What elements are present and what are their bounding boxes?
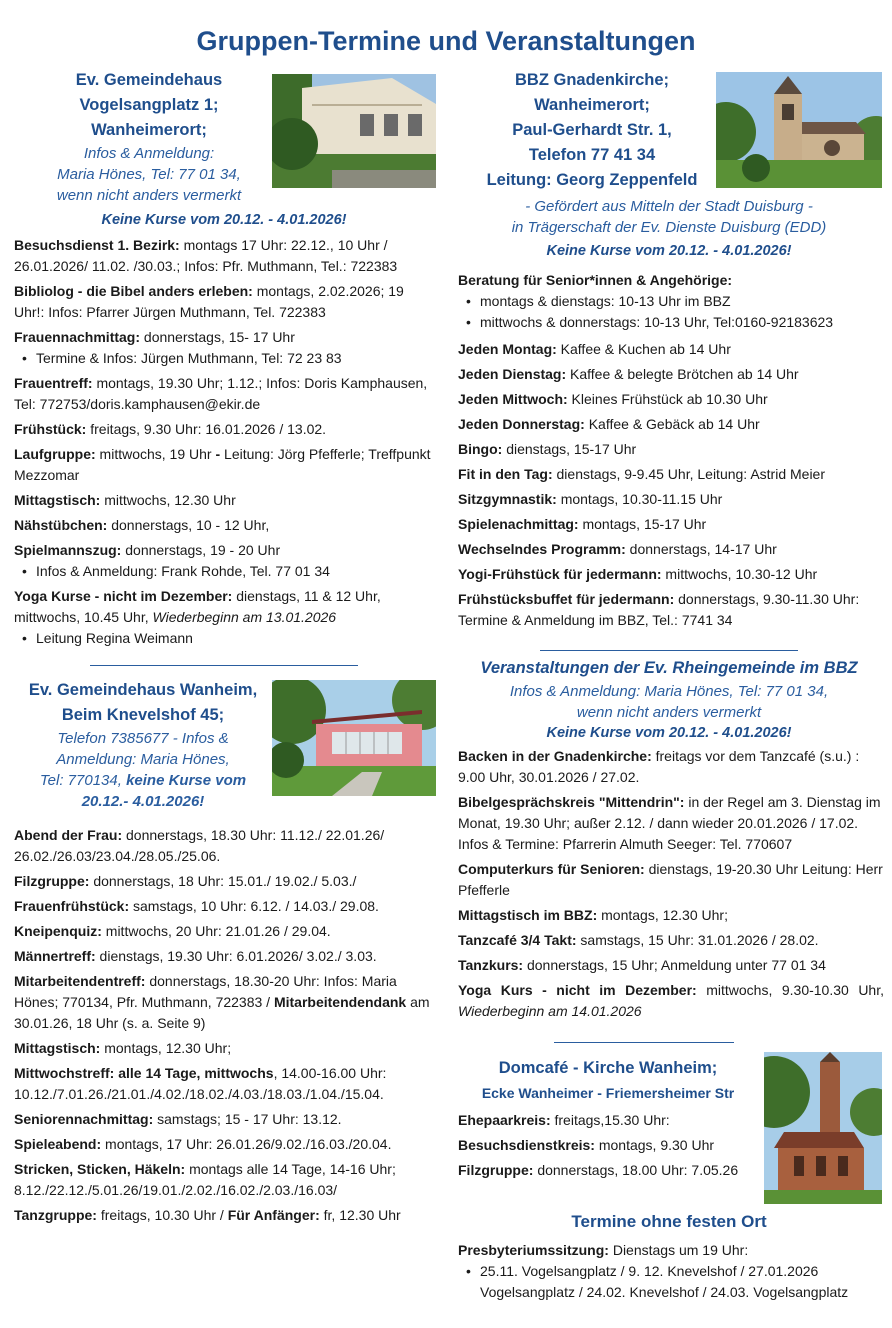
list-item: Yoga Kurse - nicht im Dezember: dienstags, 11 & 12 Uhr, mittwochs, 10.45 Uhr, Wiederbeginn am 13.01.2026 — [14, 588, 381, 625]
divider — [90, 665, 358, 666]
section-subheader-bbz: - Gefördert aus Mitteln der Stadt Duisburg - in Trägerschaft der Ev. Dienste Duisburg (EDD) — [511, 198, 827, 236]
list-item: Männertreff: dienstags, 19.30 Uhr: 6.01.2026/ 3.02./ 3.03. — [14, 948, 377, 964]
list-item: Ehepaarkreis: freitags,15.30 Uhr: — [458, 1112, 670, 1128]
photo-gemeindehaus-vogelsangplatz — [272, 74, 436, 188]
list-item: Spielmannszug: donnerstags, 19 - 20 Uhr — [14, 542, 281, 558]
section-header-rheingemeinde: Veranstaltungen der Ev. Rheingemeinde im BBZ Infos & Anmeldung: Maria Hönes, Tel: 77 01 34, wenn nicht anders vermerkt — [480, 659, 858, 721]
list-rheingemeinde — [458, 746, 884, 1026]
photo-gnadenkirche — [716, 72, 882, 188]
list-item: Mittagstisch: montags, 12.30 Uhr; — [14, 1040, 232, 1056]
list-domcafe — [458, 1110, 758, 1185]
list-item: Mitarbeitendentreff: donnerstags, 18.30-20 Uhr: Infos: Maria Hönes; 770134, Pfr. Muthmann, 722383 / Mitarbeitendendank am 30.01.26, 18 Uhr (s. a. Seite 9) — [14, 973, 430, 1031]
section-header-knevelshof: Ev. Gemeindehaus Wanheim, Beim Knevelshof 45; Telefon 7385677 - Infos & Anmeldung: Maria Hönes, Tel: 770134, keine Kurse vom 20.12.- 4.01.2026! — [28, 681, 258, 810]
list-item: Stricken, Sticken, Häkeln: montags alle 14 Tage, 14-16 Uhr; 8.12./22.12./5.01.26/19.01./2.02./16.02./2.03./16.03/ — [14, 1161, 396, 1198]
list-item: Frühstücksbuffet für jedermann: donnerstags, 9.30-11.30 Uhr: Termine & Anmeldung im BBZ, Tel.: 7741 34 — [458, 591, 860, 628]
notice-no-courses: Keine Kurse vom 20.12. - 4.01.2026! — [546, 243, 792, 259]
list-item: Bingo: dienstags, 15-17 Uhr — [458, 441, 637, 457]
list-item: Spieleabend: montags, 17 Uhr: 26.01.26/9.02./16.03./20.04. — [14, 1136, 392, 1152]
list-item: Kneipenquiz: mittwochs, 20 Uhr: 21.01.26 / 29.04. — [14, 923, 331, 939]
section-header-domcafe: Domcafé - Kirche Wanheim; Ecke Wanheimer - Friemersheimer Str — [481, 1059, 735, 1101]
bullet-item: • Termine & Infos: Jürgen Muthmann, Tel: 72 23 83 — [14, 348, 438, 369]
list-item: Fit in den Tag: dienstags, 9-9.45 Uhr, Leitung: Astrid Meier — [458, 466, 825, 482]
list-vogelsangplatz — [14, 235, 438, 649]
bullet-item: • montags & dienstags: 10-13 Uhr im BBZ — [458, 291, 882, 312]
list-item: Presbyteriumssitzung: Dienstags um 19 Uhr: — [458, 1242, 749, 1258]
section-header-termine-ohne-ort: Termine ohne festen Ort — [571, 1212, 767, 1231]
list-item: Seniorennachmittag: samstags; 15 - 17 Uhr: 13.12. — [14, 1111, 342, 1127]
bullet-item: • Leitung Regina Weimann — [14, 628, 438, 649]
list-item: Tanzkurs: donnerstags, 15 Uhr; Anmeldung unter 77 01 34 — [458, 957, 826, 973]
list-item: Bibelgesprächskreis "Mittendrin": in der Regel am 3. Dienstag im Monat, 19.30 Uhr; außer 2.12. / dann wieder 20.01.2026 / 17.02. Infos & Termine: Pfarrerin Almuth Seeger: Tel. 770607 — [458, 794, 881, 852]
list-termine-ohne-ort — [458, 1240, 884, 1303]
list-item: Mittagstisch: mittwochs, 12.30 Uhr — [14, 492, 236, 508]
list-item: Tanzcafé 3/4 Takt: samstags, 15 Uhr: 31.01.2026 / 28.02. — [458, 932, 819, 948]
list-item: Besuchsdienst 1. Bezirk: montags 17 Uhr: 22.12., 10 Uhr / 26.01.2026/ 11.02. /30.03.; Infos: Pfr. Muthmann, Tel.: 722383 — [14, 237, 398, 274]
list-item: Wechselndes Programm: donnerstags, 14-17 Uhr — [458, 541, 777, 557]
notice-no-courses: Keine Kurse vom 20.12. - 4.01.2026! — [101, 212, 347, 228]
notice-no-courses: Keine Kurse vom 20.12. - 4.01.2026! — [546, 725, 792, 741]
list-item: Beratung für Senior*innen & Angehörige: — [458, 272, 733, 288]
bullet-item: • mittwochs & donnerstags: 10-13 Uhr, Tel:0160-92183623 — [458, 312, 882, 333]
list-item: Frühstück: freitags, 9.30 Uhr: 16.01.2026 / 13.02. — [14, 421, 327, 437]
list-knevelshof — [14, 825, 438, 1230]
section-header-bbz: BBZ Gnadenkirche; Wanheimerort; Paul-Gerhardt Str. 1, Telefon 77 41 34 Leitung: Georg Zeppenfeld — [486, 71, 698, 189]
list-item: Jeden Montag: Kaffee & Kuchen ab 14 Uhr — [458, 341, 731, 357]
list-item: Tanzgruppe: freitags, 10.30 Uhr / Für Anfänger: fr, 12.30 Uhr — [14, 1207, 401, 1223]
section-header-vogelsangplatz: Ev. Gemeindehaus Vogelsangplatz 1; Wanheimerort; Infos & Anmeldung: Maria Hönes, Tel: 77 01 34, wenn nicht anders vermerkt — [56, 71, 242, 204]
photo-gemeindehaus-wanheim — [272, 680, 436, 796]
list-item: Jeden Donnerstag: Kaffee & Gebäck ab 14 Uhr — [458, 416, 760, 432]
list-item: Mittwochstreff: alle 14 Tage, mittwochs, 14.00-16.00 Uhr: 10.12./7.01.26./21.01./4.02./18.02./4.03./18.03./1.04./15.04. — [14, 1065, 387, 1102]
divider — [554, 1042, 734, 1043]
list-item: Frauenfrühstück: samstags, 10 Uhr: 6.12. / 14.03./ 29.08. — [14, 898, 379, 914]
list-item: Mittagstisch im BBZ: montags, 12.30 Uhr; — [458, 907, 728, 923]
list-item: Backen in der Gnadenkirche: freitags vor dem Tanzcafé (s.u.) : 9.00 Uhr, 30.01.2026 / 27.02. — [458, 748, 860, 785]
list-item: Frauentreff: montags, 19.30 Uhr; 1.12.; Infos: Doris Kamphausen, Tel: 772753/doris.kamphausen@ekir.de — [14, 375, 428, 412]
list-item: Yoga Kurs - nicht im Dezember: mittwochs, 9.30-10.30 Uhr, Wiederbeginn am 14.01.2026 — [458, 982, 884, 1019]
list-item: Jeden Mittwoch: Kleines Frühstück ab 10.30 Uhr — [458, 391, 768, 407]
list-item: Spielenachmittag: montags, 15-17 Uhr — [458, 516, 707, 532]
bullet-item: • Infos & Anmeldung: Frank Rohde, Tel. 77 01 34 — [14, 561, 438, 582]
divider — [540, 650, 798, 651]
list-item: Nähstübchen: donnerstags, 10 - 12 Uhr, — [14, 517, 270, 533]
list-bbz — [458, 270, 882, 635]
list-item: Filzgruppe: donnerstags, 18 Uhr: 15.01./ 19.02./ 5.03./ — [14, 873, 357, 889]
list-item: Abend der Frau: donnerstags, 18.30 Uhr: 11.12./ 22.01.26/ 26.02./26.03/23.04./28.05./25.06. — [14, 827, 385, 864]
list-item: Frauennachmittag: donnerstags, 15- 17 Uhr — [14, 329, 295, 345]
photo-kirche-wanheim — [764, 1052, 882, 1204]
list-item: Jeden Dienstag: Kaffee & belegte Brötchen ab 14 Uhr — [458, 366, 799, 382]
list-item: Bibliolog - die Bibel anders erleben: montags, 2.02.2026; 19 Uhr!: Infos: Pfarrer Jürgen Muthmann, Tel. 722383 — [14, 283, 404, 320]
list-item: Laufgruppe: mittwochs, 19 Uhr - Leitung: Jörg Pfefferle; Treffpunkt Mezzomar — [14, 446, 431, 483]
list-item: Sitzgymnastik: montags, 10.30-11.15 Uhr — [458, 491, 723, 507]
list-item: Besuchsdienstkreis: montags, 9.30 Uhr — [458, 1137, 715, 1153]
bullet-item: • 25.11. Vogelsangplatz / 9. 12. Knevelshof / 27.01.2026 — [458, 1261, 884, 1282]
list-item: Yogi-Frühstück für jedermann: mittwochs, 10.30-12 Uhr — [458, 566, 818, 582]
list-item: Filzgruppe: donnerstags, 18.00 Uhr: 7.05.26 — [458, 1162, 739, 1178]
bullet-item-continued: Vogelsangplatz / 24.02. Knevelshof / 24.03. Vogelsangplatz — [480, 1284, 849, 1300]
list-item: Computerkurs für Senioren: dienstags, 19-20.30 Uhr Leitung: Herr Pfefferle — [458, 861, 883, 898]
page-title: Gruppen-Termine und Veranstaltungen — [196, 26, 696, 56]
